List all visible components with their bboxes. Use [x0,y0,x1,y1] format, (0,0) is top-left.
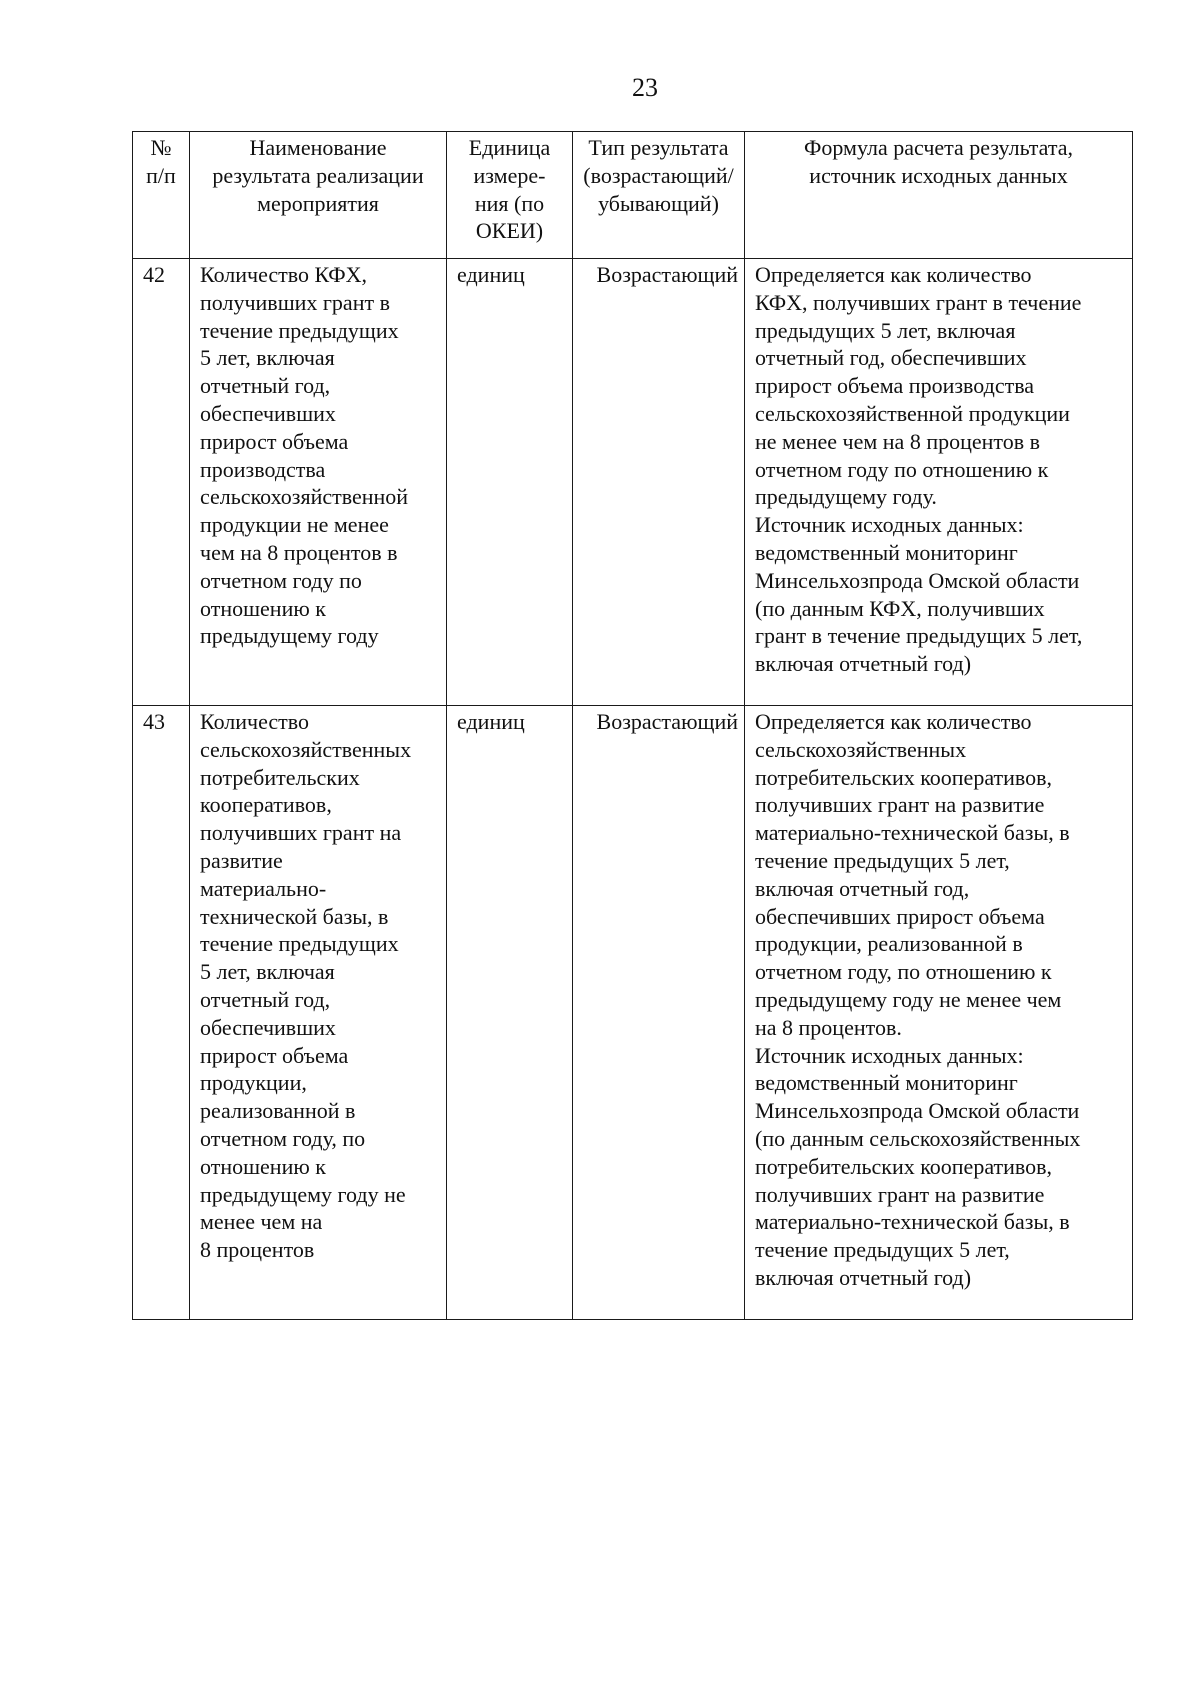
header-num: № п/п [133,132,190,259]
row-number: 43 [133,706,190,1320]
result-name: Количество КФХ, получивших грант в течение предыдущих 5 лет, включая отчетный год, обеспечивших прирост объема производства сельскохозяйственной продукции не менее чем на 8 процентов в отчетном году по отношению к предыдущему году [190,259,447,706]
table-header-row [133,132,1133,259]
header-name: Наименование результата реализации мероприятия [190,132,447,259]
result-formula: Определяется как количество сельскохозяйственных потребительских кооперативов, получивших грант на развитие материально-технической базы, в течение предыдущих 5 лет, включая отчетный год, обеспечивших прирост объема продукции, реализованной в отчетном году, по отношению к предыдущему году не менее чем на 8 процентов. Источник исходных данных: ведомственный мониторинг Минсельхозпрода Омской области (по данным сельскохозяйственных потребительских кооперативов, получивших грант на развитие материально-технической базы, в течение предыдущих 5 лет, включая отчетный год) [745,706,1133,1320]
table-row [133,259,1133,706]
row-number: 42 [133,259,190,706]
result-unit: единиц [447,259,573,706]
table-row [133,706,1133,1320]
result-unit: единиц [447,706,573,1320]
result-type: Возрастающий [573,259,745,706]
results-table [132,131,1133,1320]
header-formula: Формула расчета результата, источник исходных данных [745,132,1133,259]
header-type: Тип результата (возрастающий/ убывающий) [573,132,745,259]
header-unit: Единица измере- ния (по ОКЕИ) [447,132,573,259]
result-formula: Определяется как количество КФХ, получивших грант в течение предыдущих 5 лет, включая отчетный год, обеспечивших прирост объема производства сельскохозяйственной продукции не менее чем на 8 процентов в отчетном году по отношению к предыдущему году. Источник исходных данных: ведомственный мониторинг Минсельхозпрода Омской области (по данным КФХ, получивших грант в течение предыдущих 5 лет, включая отчетный год) [745,259,1133,706]
page-number: 23 [632,73,658,102]
result-type: Возрастающий [573,706,745,1320]
result-name: Количество сельскохозяйственных потребительских кооперативов, получивших грант на развитие материально- технической базы, в течение предыдущих 5 лет, включая отчетный год, обеспечивших прирост объема продукции, реализованной в отчетном году, по отношению к предыдущему году не менее чем на 8 процентов [190,706,447,1320]
